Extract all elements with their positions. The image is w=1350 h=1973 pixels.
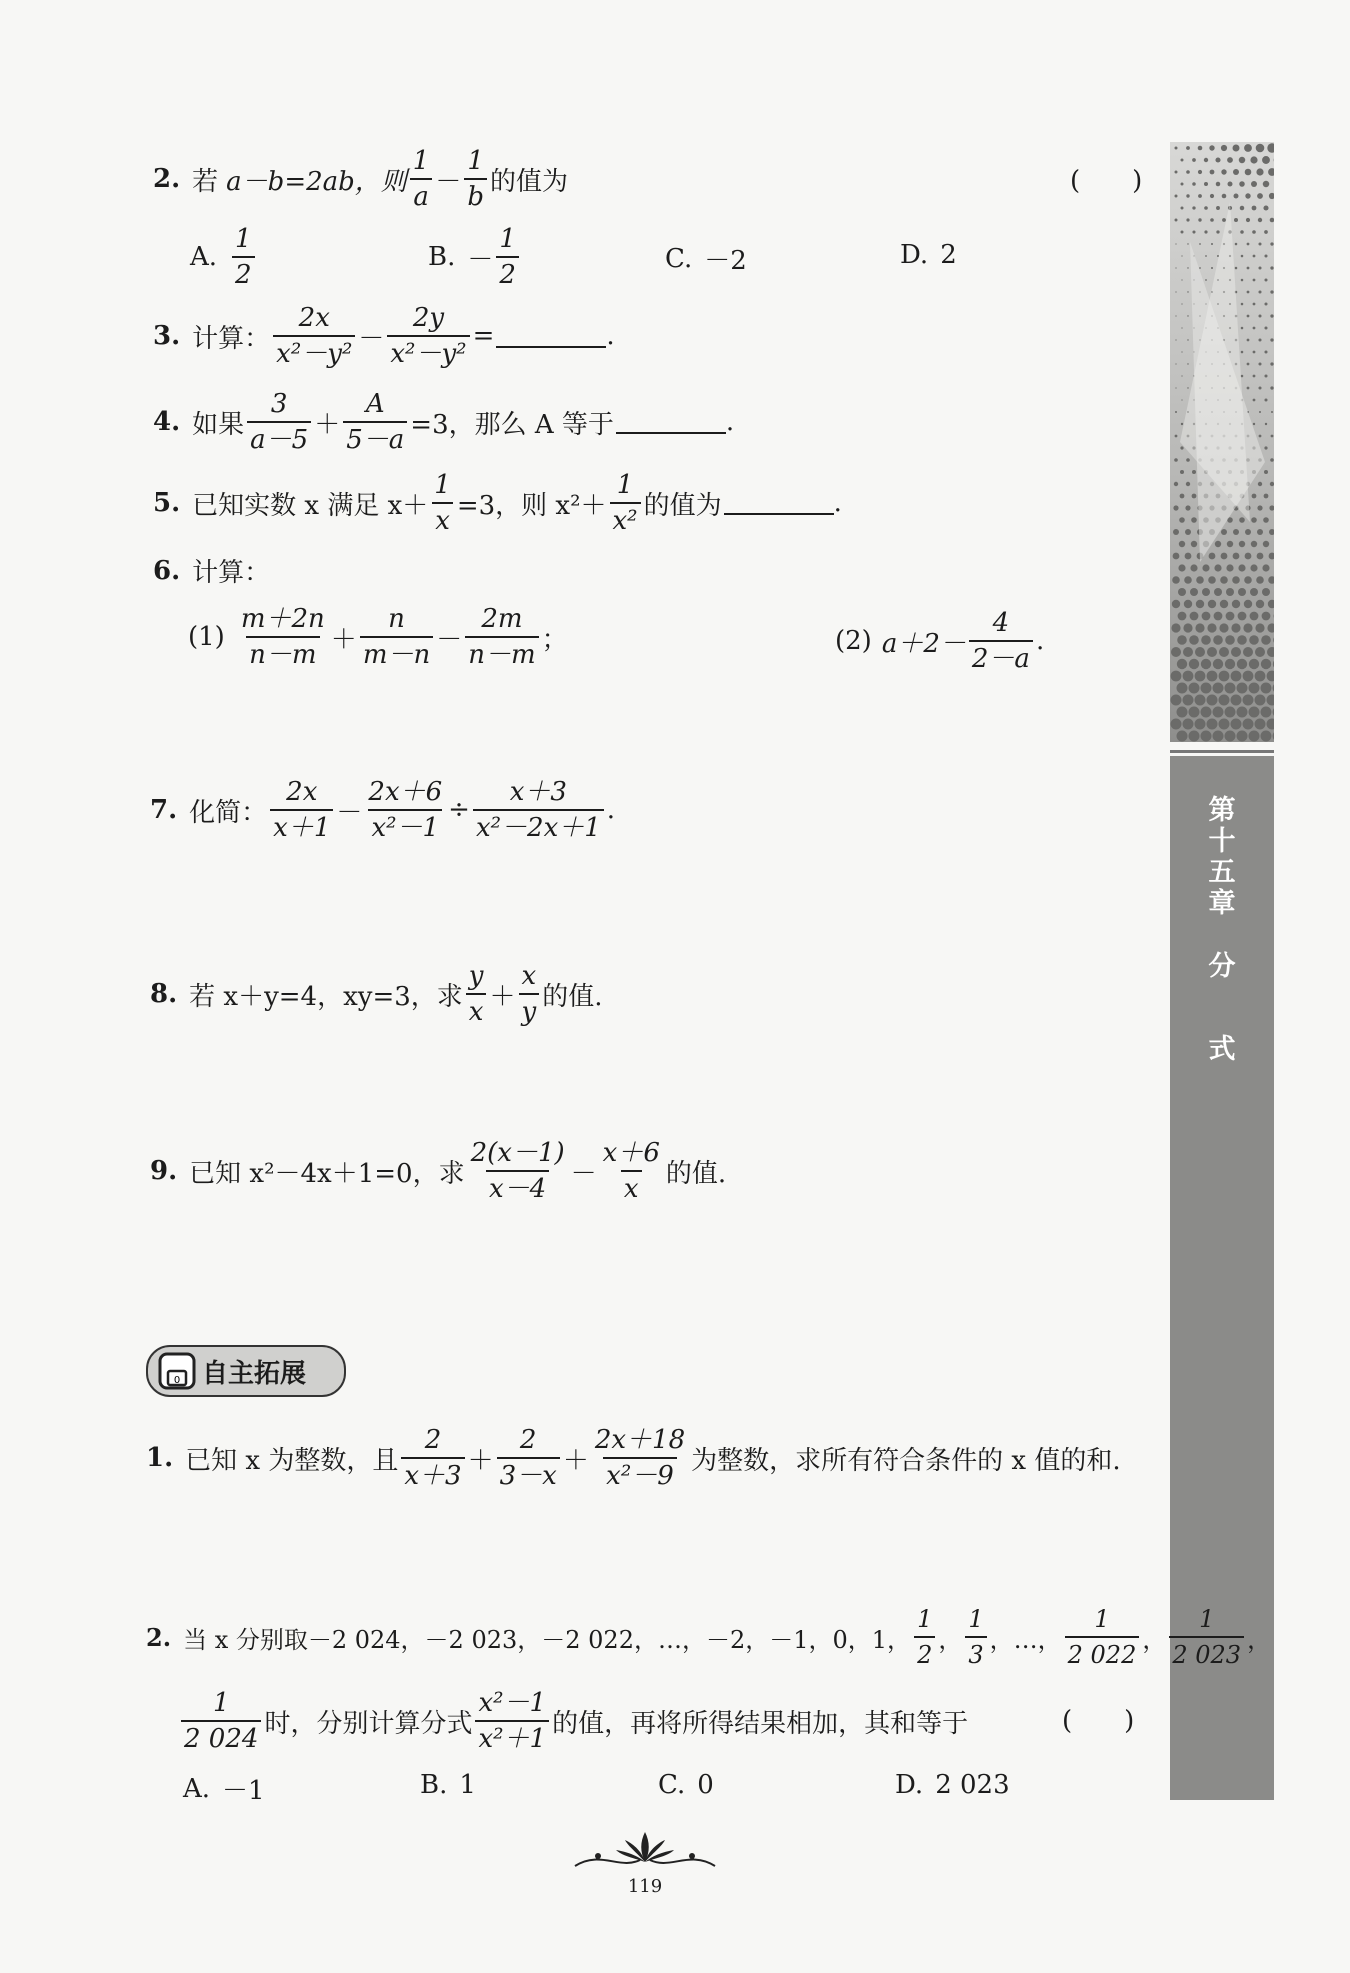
fraction bbox=[273, 303, 355, 369]
punctuation: . bbox=[833, 488, 842, 518]
option-label: D. bbox=[900, 240, 929, 270]
denominator: x＋3 bbox=[401, 1457, 464, 1491]
part-label: (1) bbox=[188, 622, 225, 652]
question-8 bbox=[150, 961, 602, 1027]
numerator: 2x bbox=[286, 777, 318, 807]
numerator: 1 bbox=[968, 1605, 984, 1633]
fraction bbox=[496, 224, 519, 290]
fraction bbox=[270, 777, 333, 843]
answer-blank[interactable] bbox=[724, 491, 834, 515]
chapter-char: 分 bbox=[1208, 951, 1236, 982]
denominator: 2 bbox=[496, 256, 519, 290]
option-label: B. bbox=[428, 242, 456, 272]
question-number: 7. bbox=[150, 795, 178, 825]
denominator: 2 024 bbox=[181, 1720, 261, 1754]
chapter-char: 式 bbox=[1208, 1034, 1236, 1065]
fraction bbox=[1169, 1604, 1244, 1670]
denominator: x²－y² bbox=[273, 335, 355, 369]
operator: = bbox=[472, 321, 495, 351]
question-number: 6. bbox=[153, 555, 181, 586]
option-d bbox=[895, 1770, 1010, 1800]
option-b bbox=[420, 1770, 476, 1800]
numerator: 1 bbox=[499, 224, 516, 254]
question-number: 1. bbox=[146, 1443, 174, 1473]
fraction bbox=[965, 1604, 986, 1670]
operator: ＋ bbox=[467, 1445, 494, 1476]
question-text: 已知实数 x 满足 x＋ bbox=[192, 490, 429, 521]
option-label: C. bbox=[658, 1770, 686, 1800]
fraction bbox=[238, 604, 328, 670]
numerator: A bbox=[365, 389, 385, 419]
option-value: 2 bbox=[940, 240, 957, 270]
numerator: 1 bbox=[212, 1688, 230, 1718]
option-value: －1 bbox=[222, 1776, 265, 1806]
question-6 bbox=[153, 552, 270, 589]
numerator: 2(x－1) bbox=[470, 1138, 565, 1168]
question-4 bbox=[153, 389, 734, 455]
numerator: 1 bbox=[412, 146, 430, 176]
fraction bbox=[410, 146, 433, 212]
denominator: x² bbox=[610, 502, 641, 536]
chapter-label bbox=[1170, 795, 1274, 1065]
question-number: 3. bbox=[153, 321, 181, 351]
numerator: 1 bbox=[467, 146, 484, 176]
punctuation: . bbox=[606, 795, 616, 825]
option-a bbox=[183, 1770, 265, 1807]
operator: － bbox=[436, 624, 463, 655]
question-text: 计算： bbox=[192, 558, 271, 588]
fraction bbox=[232, 224, 255, 290]
numerator: 1 bbox=[1094, 1605, 1110, 1633]
numerator: m＋2n bbox=[240, 604, 325, 634]
numerator: x＋6 bbox=[602, 1138, 660, 1168]
numerator: x＋3 bbox=[509, 777, 567, 807]
option-label: B. bbox=[420, 1770, 448, 1800]
punctuation: . bbox=[606, 321, 615, 351]
numerator: 3 bbox=[270, 389, 288, 419]
fraction bbox=[181, 1688, 261, 1754]
operator: － bbox=[570, 1158, 597, 1189]
denominator: n－m bbox=[465, 636, 538, 670]
operator: ＋ bbox=[330, 624, 357, 655]
operator: ＋ bbox=[489, 981, 516, 1012]
denominator: x bbox=[621, 1170, 642, 1204]
section-title: 自主拓展 bbox=[202, 1358, 307, 1389]
fraction bbox=[592, 1425, 688, 1491]
question-number: 4. bbox=[153, 407, 181, 437]
fraction bbox=[475, 1688, 549, 1754]
denominator: x bbox=[432, 502, 453, 536]
question-5 bbox=[153, 470, 842, 536]
fraction bbox=[401, 1425, 464, 1491]
question-text: =3，则 x²＋ bbox=[456, 490, 607, 521]
page-number: 119 bbox=[627, 1876, 663, 1897]
disk-icon bbox=[154, 1348, 200, 1394]
fraction bbox=[519, 961, 540, 1027]
extension-2-line-2 bbox=[178, 1688, 968, 1754]
question-number: 5. bbox=[153, 488, 181, 518]
answer-blank[interactable] bbox=[616, 410, 726, 434]
option-label: D. bbox=[895, 1770, 924, 1800]
option-c bbox=[665, 240, 747, 277]
question-text: 计算： bbox=[192, 323, 271, 354]
question-text: 的值，再将所得结果相加，其和等于 bbox=[552, 1708, 969, 1739]
question-text: 为整数，求所有符合条件的 x 值的和. bbox=[691, 1445, 1121, 1476]
side-band-decoration bbox=[1170, 142, 1274, 742]
numerator: y bbox=[468, 961, 484, 991]
numerator: 4 bbox=[992, 608, 1010, 638]
denominator: 2 bbox=[232, 256, 255, 290]
question-text: 已知 x 为整数，且 bbox=[185, 1445, 399, 1476]
option-d bbox=[900, 240, 957, 270]
numerator: n bbox=[388, 604, 405, 634]
denominator: y bbox=[519, 993, 540, 1027]
numerator: 1 bbox=[1199, 1605, 1215, 1633]
numerator: x²－1 bbox=[478, 1688, 547, 1718]
denominator: 2 bbox=[914, 1636, 935, 1670]
fraction bbox=[969, 608, 1033, 674]
question-number: 2. bbox=[153, 164, 181, 194]
chapter-char: 第 bbox=[1208, 795, 1236, 826]
denominator: 2 023 bbox=[1169, 1636, 1244, 1670]
option-label: A. bbox=[183, 1773, 211, 1804]
denominator: x＋1 bbox=[270, 809, 333, 843]
question-6-part-1 bbox=[188, 604, 568, 670]
denominator: x²－9 bbox=[603, 1457, 677, 1491]
numerator: 2y bbox=[412, 303, 445, 333]
denominator: 3－x bbox=[497, 1457, 560, 1491]
denominator: a bbox=[410, 178, 432, 212]
option-label: A. bbox=[190, 242, 218, 272]
chapter-char: 章 bbox=[1208, 888, 1236, 919]
question-text: 的值. bbox=[665, 1158, 727, 1189]
question-2 bbox=[153, 146, 568, 212]
fraction bbox=[360, 604, 433, 670]
punctuation: ； bbox=[541, 624, 568, 655]
question-text: 如果 bbox=[192, 409, 245, 440]
numerator: 2x＋18 bbox=[594, 1425, 686, 1455]
option-a bbox=[190, 224, 258, 290]
punctuation: . bbox=[1035, 626, 1045, 656]
operator: ＋ bbox=[314, 409, 341, 440]
fraction bbox=[387, 303, 469, 369]
svg-text:0: 0 bbox=[173, 1375, 181, 1386]
fraction bbox=[247, 389, 311, 455]
question-6-part-2 bbox=[835, 608, 1044, 674]
punctuation: ，…， bbox=[989, 1625, 1062, 1654]
chapter-char: 十 bbox=[1208, 826, 1236, 857]
denominator: n－m bbox=[246, 636, 319, 670]
extension-1 bbox=[146, 1425, 1121, 1491]
answer-bracket: ( ) bbox=[1070, 166, 1143, 196]
option-label: C. bbox=[665, 243, 693, 274]
punctuation: ， bbox=[938, 1625, 963, 1654]
denominator: x bbox=[466, 993, 487, 1027]
option-c bbox=[658, 1770, 714, 1800]
question-text: 已知 x²－4x＋1=0，求 bbox=[189, 1158, 465, 1189]
punctuation: ， bbox=[1142, 1625, 1167, 1654]
numerator: 2m bbox=[481, 604, 523, 634]
chapter-char: 五 bbox=[1208, 857, 1236, 888]
fraction bbox=[497, 1425, 560, 1491]
extension-2 bbox=[146, 1604, 1271, 1670]
denominator: 3 bbox=[965, 1636, 986, 1670]
answer-bracket: ( ) bbox=[1062, 1706, 1135, 1736]
operator: ÷ bbox=[448, 795, 470, 825]
question-text: 的值为 bbox=[643, 490, 722, 521]
punctuation: . bbox=[725, 407, 735, 437]
question-text: 的值为 bbox=[490, 166, 569, 197]
fraction bbox=[464, 146, 487, 212]
section-header bbox=[146, 1345, 346, 1397]
answer-blank[interactable] bbox=[496, 324, 606, 348]
option-value: －2 bbox=[704, 246, 747, 276]
fraction bbox=[600, 1138, 663, 1204]
question-number: 2. bbox=[146, 1622, 172, 1652]
question-number: 9. bbox=[150, 1156, 178, 1186]
question-3 bbox=[153, 303, 615, 369]
denominator: 5－a bbox=[343, 421, 407, 455]
question-9 bbox=[150, 1138, 726, 1204]
question-7 bbox=[150, 777, 615, 843]
denominator: x－4 bbox=[486, 1170, 549, 1204]
numerator: 1 bbox=[235, 224, 252, 254]
option-value: 1 bbox=[459, 1770, 476, 1800]
expression: a＋2－ bbox=[881, 628, 966, 659]
numerator: 1 bbox=[917, 1605, 933, 1633]
operator: － bbox=[435, 166, 462, 197]
numerator: 2x＋6 bbox=[368, 777, 443, 807]
fraction bbox=[914, 1604, 935, 1670]
denominator: x²－y² bbox=[387, 335, 469, 369]
fraction bbox=[465, 604, 538, 670]
fraction bbox=[365, 777, 445, 843]
numerator: x bbox=[521, 961, 537, 991]
fraction bbox=[466, 961, 487, 1027]
numerator: 2x bbox=[298, 303, 330, 333]
denominator: x²－2x＋1 bbox=[473, 809, 604, 843]
operator: ＋ bbox=[562, 1445, 589, 1476]
question-text: a－b=2ab，则 bbox=[226, 166, 407, 197]
denominator: m－n bbox=[360, 636, 433, 670]
punctuation: ， bbox=[1247, 1625, 1272, 1654]
fraction bbox=[610, 470, 641, 536]
numerator: 2 bbox=[519, 1425, 537, 1455]
question-text: 时，分别计算分式 bbox=[264, 1708, 473, 1739]
operator: － bbox=[467, 244, 494, 275]
numerator: 1 bbox=[616, 470, 634, 500]
numerator: 1 bbox=[434, 470, 451, 500]
denominator: x²－1 bbox=[368, 809, 442, 843]
question-text: 当 x 分别取－2 024，－2 023，－2 022，…，－2，－1，0，1， bbox=[183, 1625, 912, 1654]
denominator: 2－a bbox=[969, 640, 1033, 674]
question-number: 8. bbox=[150, 979, 178, 1009]
denominator: b bbox=[464, 178, 487, 212]
question-text: =3，那么 A 等于 bbox=[410, 409, 614, 440]
option-value: 0 bbox=[697, 1770, 714, 1800]
question-text: 若 bbox=[192, 166, 219, 197]
floral-ornament-icon bbox=[570, 1830, 720, 1876]
fraction bbox=[431, 470, 454, 536]
side-band-divider bbox=[1170, 750, 1274, 753]
option-value: 2 023 bbox=[935, 1770, 1010, 1800]
denominator: 2 022 bbox=[1065, 1636, 1140, 1670]
operator: － bbox=[336, 797, 363, 828]
option-b bbox=[428, 224, 522, 290]
question-text: 化简： bbox=[189, 797, 268, 828]
fraction bbox=[343, 389, 407, 455]
question-text: 若 x＋y=4，xy=3，求 bbox=[189, 981, 463, 1012]
operator: － bbox=[358, 323, 385, 354]
fraction bbox=[473, 777, 604, 843]
denominator: x²＋1 bbox=[475, 1720, 549, 1754]
denominator: a－5 bbox=[247, 421, 311, 455]
part-label: (2) bbox=[835, 626, 872, 656]
dot-pattern-icon bbox=[1170, 142, 1274, 742]
fraction bbox=[468, 1138, 568, 1204]
numerator: 2 bbox=[424, 1425, 442, 1455]
question-text: 的值. bbox=[542, 981, 603, 1012]
fraction bbox=[1065, 1604, 1140, 1670]
